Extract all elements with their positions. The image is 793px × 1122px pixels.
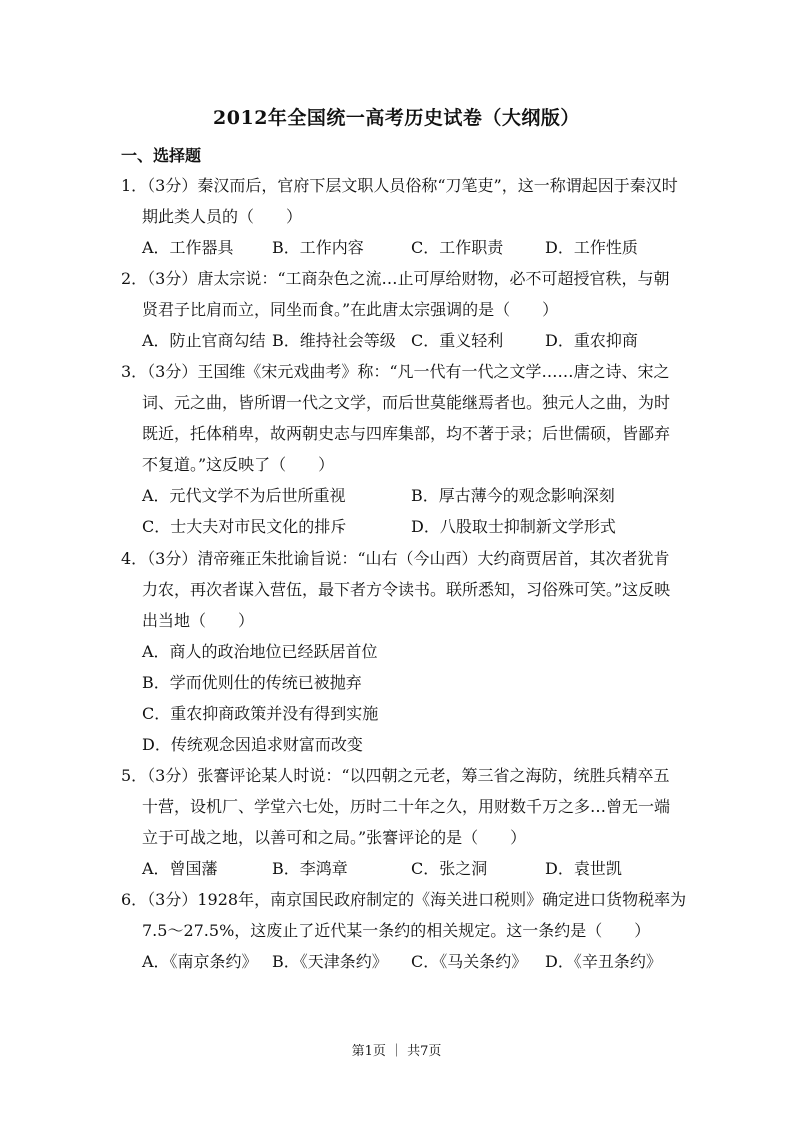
question-1-option-c: C．工作职责 [411, 238, 504, 257]
question-2-option-d: D．重农抑商 [545, 331, 638, 350]
question-2-line-1: 2．（3分）唐太宗说：“工商杂色之流…止可厚给财物，必不可超授官秩，与朝 [121, 269, 670, 288]
question-5-option-d: D．袁世凯 [545, 859, 622, 878]
question-6-line-2: 7.5～27.5%，这废止了近代某一条约的相关规定。这一条约是（ ） [142, 921, 651, 940]
question-1-option-b: B．工作内容 [272, 238, 364, 257]
question-3-option-a: A．元代文学不为后世所重视 [142, 486, 346, 505]
section-heading: 一、选择题 [121, 146, 202, 165]
question-3-line-1: 3．（3分）王国维《宋元戏曲考》称：“凡一代有一代之文学……唐之诗、宋之 [121, 362, 670, 381]
question-6-line-1: 6．（3分）1928年，南京国民政府制定的《海关进口税则》确定进口货物税率为 [121, 890, 687, 909]
question-4-line-2: 力农，再次者谋入营伍，最下者方令读书。联所悉知，习俗殊可笑。”这反映 [142, 580, 671, 599]
question-1-option-d: D．工作性质 [545, 238, 638, 257]
question-2-option-a: A．防止官商勾结 [142, 331, 266, 350]
question-1-line-2: 期此类人员的（ ） [142, 207, 303, 226]
question-5-option-c: C．张之洞 [411, 859, 488, 878]
question-3-option-d: D．八股取士抑制新文学形式 [411, 517, 616, 536]
question-6-option-c: C．《马关条约》 [411, 952, 528, 971]
question-5-line-3: 立于可战之地，以善可和之局。”张謇评论的是（ ） [142, 828, 527, 847]
question-5-option-a: A．曾国藩 [142, 859, 218, 878]
question-3-line-2: 词、元之曲，皆所谓一代之文学，而后世莫能继焉者也。独元人之曲，为时 [142, 393, 671, 412]
question-4-option-a: A．商人的政治地位已经跃居首位 [142, 642, 378, 661]
question-6-option-a: A．《南京条约》 [142, 952, 258, 971]
question-6-option-b: B．《天津条约》 [272, 952, 388, 971]
question-4-option-b: B．学而优则仕的传统已被抛弃 [142, 673, 362, 692]
question-2-option-b: B．维持社会等级 [272, 331, 396, 350]
question-3-line-3: 既近，托体稍卑，故两朝史志与四库集部，均不著于录；后世儒硕，皆鄙弃 [142, 424, 671, 443]
question-3-option-b: B．厚古薄今的观念影响深刻 [411, 486, 615, 505]
question-4-option-c: C．重农抑商政策并没有得到实施 [142, 704, 379, 723]
question-2-option-c: C．重义轻利 [411, 331, 504, 350]
question-3-line-4: 不复道。”这反映了（ ） [142, 455, 335, 474]
page-title: 2012年全国统一高考历史试卷（大纲版） [213, 107, 580, 129]
question-4-option-d: D．传统观念因追求财富而改变 [142, 735, 363, 754]
question-3-option-c: C．士大夫对市民文化的排斥 [142, 517, 347, 536]
question-2-line-2: 贤君子比肩而立，同坐而食。”在此唐太宗强调的是（ ） [142, 300, 559, 319]
question-4-line-3: 出当地（ ） [142, 611, 255, 630]
question-6-option-d: D．《辛丑条约》 [545, 952, 662, 971]
question-5-option-b: B．李鸿章 [272, 859, 348, 878]
question-1-option-a: A．工作器具 [142, 238, 234, 257]
question-5-line-2: 十营，设机厂、学堂六七处，历时二十年之久，用财数千万之多…曾无一端 [142, 797, 671, 816]
question-5-line-1: 5．（3分）张謇评论某人时说：“以四朝之元老，筹三省之海防，统胜兵精卒五 [121, 766, 670, 785]
question-4-line-1: 4．（3分）清帝雍正朱批谕旨说：“山右（今山西）大约商贾居首，其次者犹肯 [121, 549, 670, 568]
question-1-line-1: 1．（3分）秦汉而后，官府下层文职人员俗称“刀笔吏”，这一称谓起因于秦汉时 [121, 176, 678, 195]
page-footer: 第1页 ｜ 共7页 [351, 1044, 442, 1059]
